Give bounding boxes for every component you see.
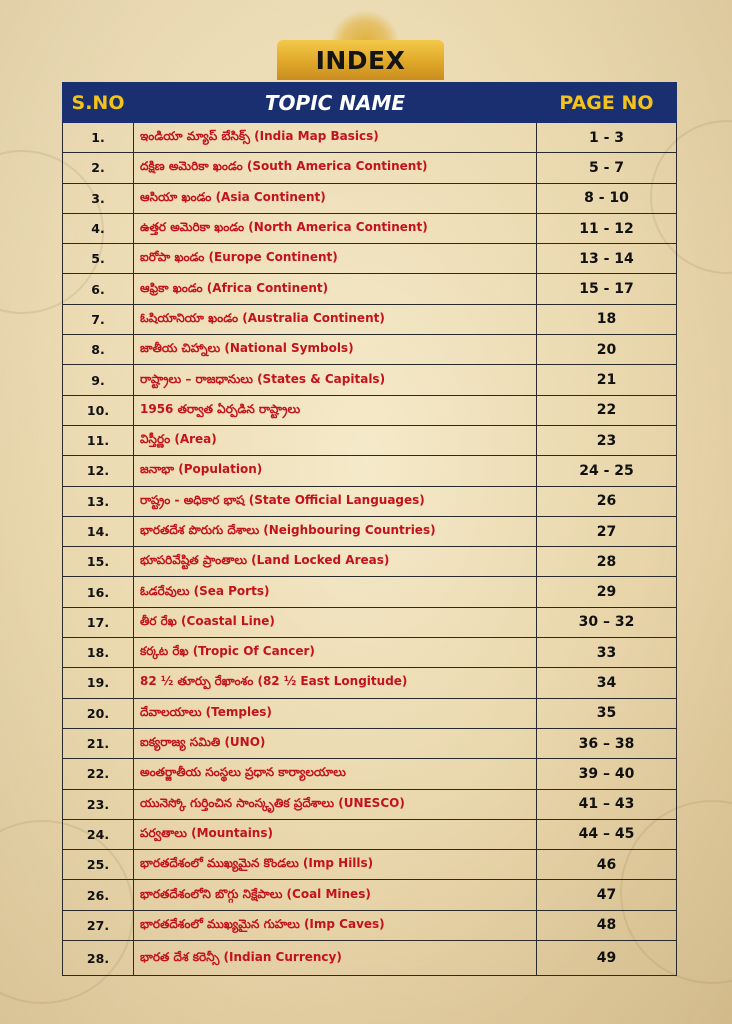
- topic-cell: ఆఫ్రికా ఖండం (Africa Continent): [134, 274, 537, 304]
- page-cell: 27: [537, 516, 677, 546]
- page-cell: 35: [537, 698, 677, 728]
- topic-cell: పర్వతాలు (Mountains): [134, 819, 537, 849]
- sno-cell: 4.: [63, 213, 134, 243]
- sno-cell: 12.: [63, 456, 134, 486]
- sno-cell: 6.: [63, 274, 134, 304]
- page-cell: 18: [537, 304, 677, 334]
- table-row: [63, 335, 677, 365]
- sno-cell: 13.: [63, 486, 134, 516]
- page-cell: 39 – 40: [537, 759, 677, 789]
- sno-cell: 5.: [63, 244, 134, 274]
- table-row: [63, 153, 677, 183]
- table-row: [63, 880, 677, 910]
- sno-cell: 22.: [63, 759, 134, 789]
- sno-cell: 28.: [63, 941, 134, 976]
- topic-cell: ఇండియా మ్యాప్ బేసిక్స్ (India Map Basics): [134, 123, 537, 153]
- table-row: [63, 123, 677, 153]
- page-cell: 22: [537, 395, 677, 425]
- table-row: [63, 759, 677, 789]
- sno-cell: 26.: [63, 880, 134, 910]
- table-row: [63, 425, 677, 455]
- title-banner: [277, 40, 444, 80]
- page-cell: 44 – 45: [537, 819, 677, 849]
- sno-cell: 19.: [63, 668, 134, 698]
- sno-cell: 21.: [63, 728, 134, 758]
- topic-cell: ఓషియానియా ఖండం (Australia Continent): [134, 304, 537, 334]
- table-row: [63, 638, 677, 668]
- topic-cell: తీర రేఖ (Coastal Line): [134, 607, 537, 637]
- page-header: PAGE NO: [537, 83, 677, 123]
- table-row: [63, 850, 677, 880]
- sno-cell: 7.: [63, 304, 134, 334]
- topic-header: TOPIC NAME: [134, 83, 537, 123]
- topic-cell: కర్కట రేఖ (Tropic Of Cancer): [134, 638, 537, 668]
- table-header-row: [63, 83, 677, 123]
- sno-cell: 15.: [63, 547, 134, 577]
- table-row: [63, 941, 677, 976]
- page-cell: 30 – 32: [537, 607, 677, 637]
- topic-cell: జాతీయ చిహ్నాలు (National Symbols): [134, 335, 537, 365]
- table-row: [63, 577, 677, 607]
- page-cell: 34: [537, 668, 677, 698]
- sno-cell: 17.: [63, 607, 134, 637]
- title-ornament: [330, 10, 400, 42]
- page-cell: 28: [537, 547, 677, 577]
- sno-cell: 8.: [63, 335, 134, 365]
- sno-cell: 24.: [63, 819, 134, 849]
- table-row: [63, 728, 677, 758]
- page-cell: 47: [537, 880, 677, 910]
- page-cell: 24 - 25: [537, 456, 677, 486]
- page-cell: 21: [537, 365, 677, 395]
- sno-cell: 16.: [63, 577, 134, 607]
- topic-cell: దక్షిణ అమెరికా ఖండం (South America Continent): [134, 153, 537, 183]
- page-cell: 15 - 17: [537, 274, 677, 304]
- sno-cell: 10.: [63, 395, 134, 425]
- page-cell: 20: [537, 335, 677, 365]
- page-cell: 48: [537, 910, 677, 940]
- page-cell: 49: [537, 941, 677, 976]
- sno-cell: 23.: [63, 789, 134, 819]
- table-row: [63, 244, 677, 274]
- topic-cell: ఐరోపా ఖండం (Europe Continent): [134, 244, 537, 274]
- sno-cell: 18.: [63, 638, 134, 668]
- index-table: [62, 82, 677, 976]
- topic-cell: 82 ½ తూర్పు రేఖాంశం (82 ½ East Longitude): [134, 668, 537, 698]
- topic-cell: జనాభా (Population): [134, 456, 537, 486]
- topic-cell: భారతదేశంలో ముఖ్యమైన గుహలు (Imp Caves): [134, 910, 537, 940]
- page-cell: 36 – 38: [537, 728, 677, 758]
- page-cell: 23: [537, 425, 677, 455]
- sno-cell: 20.: [63, 698, 134, 728]
- topic-cell: ఉత్తర అమెరికా ఖండం (North America Continent): [134, 213, 537, 243]
- page-cell: 1 - 3: [537, 123, 677, 153]
- table-row: [63, 304, 677, 334]
- page-cell: 29: [537, 577, 677, 607]
- page-cell: 33: [537, 638, 677, 668]
- sno-cell: 25.: [63, 850, 134, 880]
- table-row: [63, 274, 677, 304]
- table-row: [63, 486, 677, 516]
- table-row: [63, 819, 677, 849]
- table-row: [63, 395, 677, 425]
- topic-cell: రాష్ట్రాలు – రాజధానులు (States & Capitals): [134, 365, 537, 395]
- sno-cell: 11.: [63, 425, 134, 455]
- topic-cell: ఐక్యరాజ్య సమితి (UNO): [134, 728, 537, 758]
- page-cell: 5 - 7: [537, 153, 677, 183]
- page-cell: 11 - 12: [537, 213, 677, 243]
- table-row: [63, 213, 677, 243]
- page-cell: 26: [537, 486, 677, 516]
- table-row: [63, 607, 677, 637]
- topic-cell: భారతదేశంలో ముఖ్యమైన కొండలు (Imp Hills): [134, 850, 537, 880]
- page-cell: 41 – 43: [537, 789, 677, 819]
- topic-cell: విస్తీర్ణం (Area): [134, 425, 537, 455]
- topic-cell: ఓడరేవులు (Sea Ports): [134, 577, 537, 607]
- topic-cell: ఆసియా ఖండం (Asia Continent): [134, 183, 537, 213]
- page-cell: 46: [537, 850, 677, 880]
- topic-cell: భూపరివేష్టిత ప్రాంతాలు (Land Locked Areas): [134, 547, 537, 577]
- page-cell: 13 - 14: [537, 244, 677, 274]
- sno-cell: 9.: [63, 365, 134, 395]
- sno-cell: 27.: [63, 910, 134, 940]
- sno-cell: 14.: [63, 516, 134, 546]
- table-row: [63, 365, 677, 395]
- topic-cell: అంతర్జాతీయ సంస్థలు ప్రధాన కార్యాలయాలు: [134, 759, 537, 789]
- topic-cell: యునెస్కో గుర్తించిన సాంస్కృతిక ప్రదేశాలు (UNESCO): [134, 789, 537, 819]
- topic-cell: భారతదేశంలోని బొగ్గు నిక్షేపాలు (Coal Mines): [134, 880, 537, 910]
- sno-cell: 3.: [63, 183, 134, 213]
- table-row: [63, 183, 677, 213]
- topic-cell: రాష్ట్రం - అధికార భాష (State Official Languages): [134, 486, 537, 516]
- page-title: INDEX: [315, 45, 406, 75]
- table-row: [63, 789, 677, 819]
- table-row: [63, 668, 677, 698]
- table-row: [63, 698, 677, 728]
- topic-cell: భారతదేశ పొరుగు దేశాలు (Neighbouring Countries): [134, 516, 537, 546]
- table-row: [63, 456, 677, 486]
- topic-cell: 1956 తర్వాత ఏర్పడిన రాష్ట్రాలు: [134, 395, 537, 425]
- sno-cell: 1.: [63, 123, 134, 153]
- table-row: [63, 516, 677, 546]
- sno-cell: 2.: [63, 153, 134, 183]
- topic-cell: భారత దేశ కరెన్సీ (Indian Currency): [134, 941, 537, 976]
- table-row: [63, 547, 677, 577]
- table-row: [63, 910, 677, 940]
- topic-cell: దేవాలయాలు (Temples): [134, 698, 537, 728]
- sno-header: S.NO: [63, 83, 134, 123]
- page-cell: 8 - 10: [537, 183, 677, 213]
